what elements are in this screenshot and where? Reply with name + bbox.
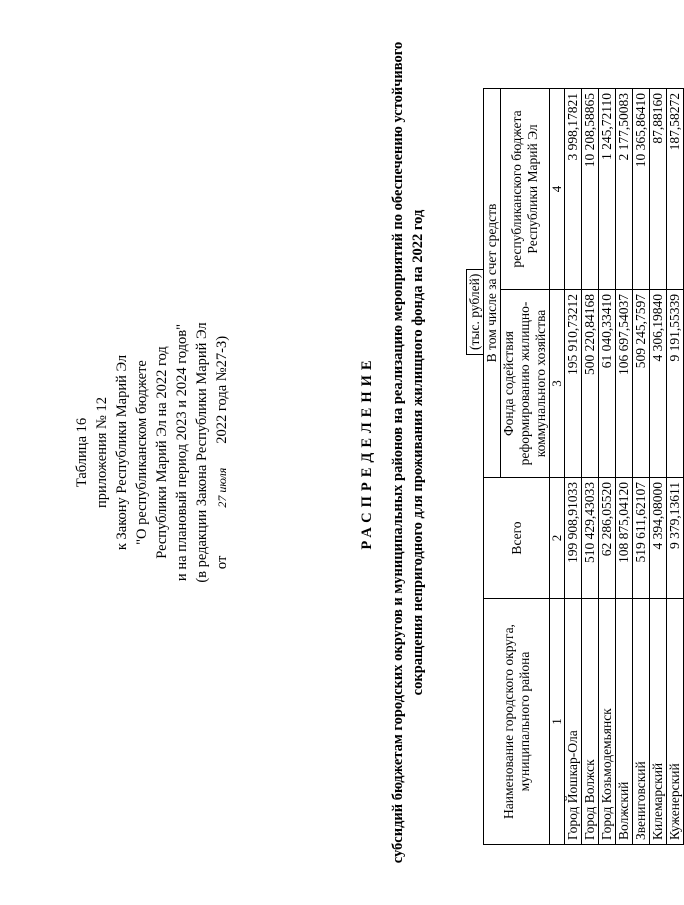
row-republic: 187,58272 [667, 89, 684, 290]
row-name: Город Козьмодемьянск [599, 599, 616, 845]
row-total: 519 611,62107 [633, 478, 650, 599]
row-total: 199 908,91033 [565, 478, 582, 599]
col-number: 1 [550, 599, 565, 845]
header-line: приложения № 12 [94, 397, 110, 508]
col-header-fund: Фонда содействия реформированию жилищно-коммунального хозяйства [501, 290, 550, 478]
row-republic: 1 245,72110 [599, 89, 616, 290]
header-line: "О республиканском бюджете [134, 360, 150, 545]
units-label: (тыс. рублей) [466, 269, 484, 355]
table-row [616, 89, 633, 845]
row-total: 4 394,08000 [650, 478, 667, 599]
table-row [582, 89, 599, 845]
row-fund: 500 220,84168 [582, 290, 599, 478]
document-subtitle: субсидий бюджетам городских округов и муниципальных районов на реализацию мероприятий по обеспечению устойчивого сокращения непригодного для проживания жилищного фонда на 2022 год [390, 41, 426, 864]
col-number: 3 [550, 290, 565, 478]
appendix-header [72, 0, 232, 905]
table-row [650, 89, 667, 845]
header-line: Республики Марий Эл на 2022 год [154, 346, 170, 559]
row-republic: 2 177,50083 [616, 89, 633, 290]
row-fund: 106 697,54037 [616, 290, 633, 478]
row-republic: 3 998,17821 [565, 89, 582, 290]
col-header-name: Наименование городского округа, муниципального района [484, 599, 550, 845]
row-fund: 9 191,55339 [667, 290, 684, 478]
edition-line [212, 0, 232, 905]
edition-suffix: 2022 года №27-З) [214, 335, 230, 444]
table-row [633, 89, 650, 845]
edition-date: 27 июля [215, 467, 229, 508]
row-republic: 87,88160 [650, 89, 667, 290]
header-line: (в редакции Закона Республики Марий Эл [194, 322, 210, 583]
row-fund: 195 910,73212 [565, 290, 582, 478]
distribution-table [483, 88, 684, 845]
document-title: РАСПРЕДЕЛЕНИЕ [359, 355, 375, 550]
edition-prefix: от [214, 555, 230, 570]
row-name: Город Волжск [582, 599, 599, 845]
row-fund: 509 245,7597 [633, 290, 650, 478]
col-number: 2 [550, 478, 565, 599]
col-header-group: В том числе за счет средств [484, 89, 501, 478]
table-row [599, 89, 616, 845]
table-row [565, 89, 582, 845]
table-row [667, 89, 684, 845]
row-name: Волжский [616, 599, 633, 845]
header-line: и на плановый период 2023 и 2024 годов" [174, 323, 190, 582]
row-name: Город Йошкар-Ола [565, 599, 582, 845]
col-header-total: Всего [484, 478, 550, 599]
row-name: Килемарский [650, 599, 667, 845]
row-fund: 4 306,19840 [650, 290, 667, 478]
row-republic: 10 208,58865 [582, 89, 599, 290]
row-total: 108 875,04120 [616, 478, 633, 599]
row-total: 9 379,13611 [667, 478, 684, 599]
row-name: Звениговский [633, 599, 650, 845]
header-line: Таблица 16 [74, 417, 90, 488]
row-republic: 10 365,86410 [633, 89, 650, 290]
row-fund: 61 040,33410 [599, 290, 616, 478]
row-total: 62 286,05520 [599, 478, 616, 599]
col-number: 4 [550, 89, 565, 290]
header-line: к Закону Республики Марий Эл [114, 354, 130, 551]
row-total: 510 429,43033 [582, 478, 599, 599]
row-name: Куженерский [667, 599, 684, 845]
col-header-republic: республиканского бюджета Республики Марий Эл [501, 89, 550, 290]
